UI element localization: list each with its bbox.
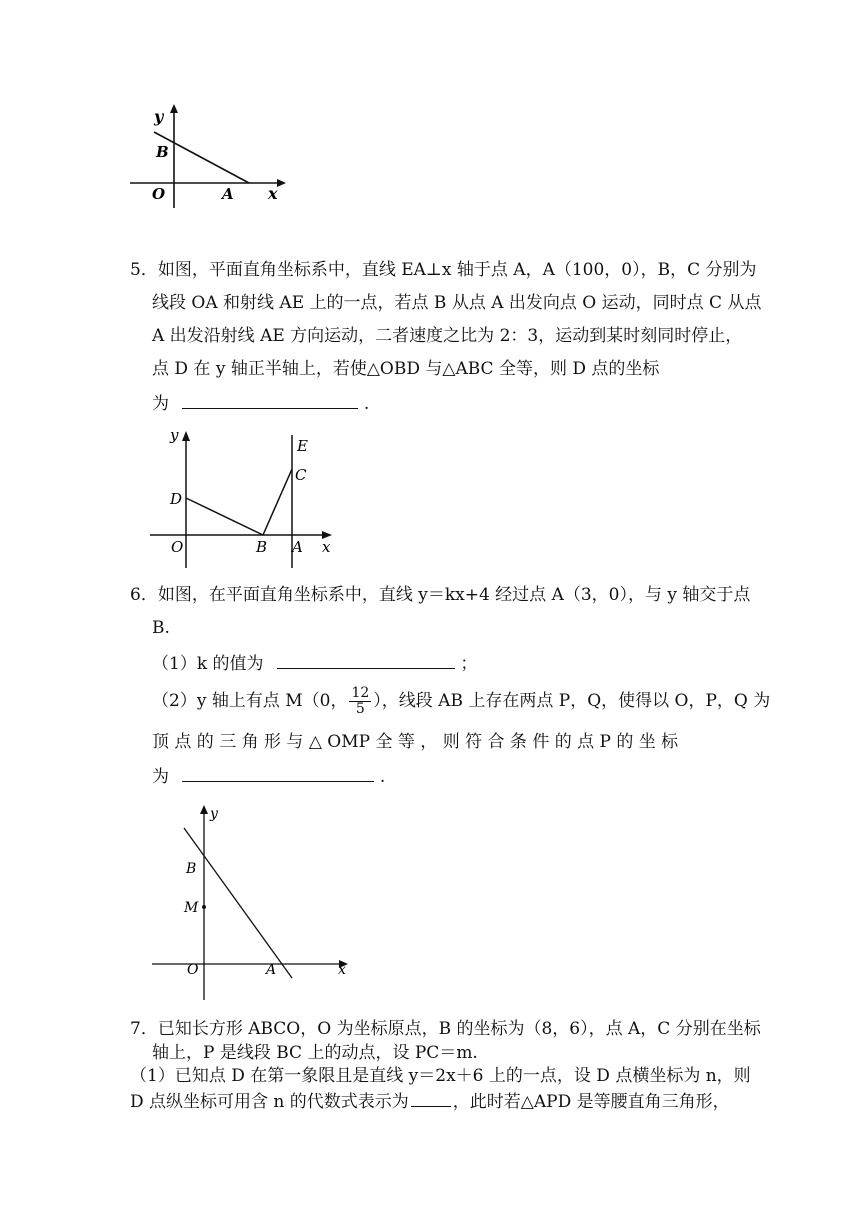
q6-sub-1	[152, 650, 477, 676]
q5-line-4: 点 D 在 y 轴正半轴上，若使△OBD 与△ABC 全等，则 D 点的坐标	[152, 359, 660, 379]
x-axis-arrow	[277, 179, 286, 187]
q6-last-prefix: 为	[152, 767, 169, 787]
q6-sub2-suffix: ），线段 AB 上存在两点 P，Q，使得以 O，P，Q 为	[373, 691, 771, 711]
q5-last-suffix: .	[363, 394, 370, 414]
q6-line-5	[152, 763, 385, 789]
fraction-12-5	[349, 686, 371, 717]
q7-line-2: 轴上，P 是线段 BC 上的动点，设 PC＝m.	[152, 1043, 478, 1063]
q5-line-5	[152, 390, 369, 416]
label-x: x	[338, 962, 346, 978]
label-c: C	[295, 466, 307, 484]
q6-sub-2	[152, 686, 770, 717]
q6-sub1-prefix: （1）k 的值为	[152, 654, 264, 674]
q7-line-4	[130, 1088, 730, 1114]
y-axis-arrow	[182, 431, 190, 441]
label-o: O	[152, 185, 166, 203]
label-b: B	[186, 861, 197, 877]
q6-sub2-prefix: （2）y 轴上有点 M（0，	[152, 691, 348, 711]
label-e: E	[297, 437, 308, 455]
label-a: A	[292, 538, 303, 556]
q6-line-1: 6．如图，在平面直角坐标系中，直线 y＝kx+4 经过点 A（3，0），与 y 轴交于点	[130, 585, 751, 605]
segment-db	[186, 498, 263, 535]
q6-line-2: B.	[152, 618, 170, 638]
y-axis-arrow	[200, 805, 208, 814]
q5-line-2: 线段 OA 和射线 AE 上的一点，若点 B 从点 A 出发向点 O 运动，同时点 C 从点	[152, 293, 762, 313]
y-axis-arrow	[170, 104, 178, 113]
q7-line-3: （1）已知点 D 在第一象限且是直线 y＝2x＋6 上的一点，设 D 点横坐标为 n，则	[130, 1066, 751, 1086]
label-y: y	[170, 426, 179, 444]
figure-q4	[120, 100, 300, 215]
figure-q5	[146, 425, 346, 570]
q5-last-prefix: 为	[152, 394, 169, 414]
label-y: y	[154, 107, 164, 126]
q6-line-4: 顶 点 的 三 角 形 与 △ OMP 全 等 ， 则 符 合 条 件 的 点 P 的 坐 标	[152, 732, 679, 752]
fraction-denominator: 5	[355, 701, 365, 717]
label-o: O	[187, 962, 199, 978]
q7-line4-suffix: ，此时若△APD 是等腰直角三角形，	[452, 1092, 730, 1112]
label-b: B	[256, 538, 268, 556]
label-m: M	[184, 900, 199, 916]
q7-line4-prefix: D 点纵坐标可用含 n 的代数式表示为	[130, 1092, 409, 1112]
label-d: D	[170, 490, 183, 508]
q5-line-3: A 出发沿射线 AE 方向运动，二者速度之比为 2：3，运动到某时刻同时停止，	[152, 326, 743, 346]
segment-bc	[263, 469, 292, 535]
q6-last-suffix: .	[379, 767, 386, 787]
fraction-numerator: 12	[351, 685, 370, 701]
q6-sub1-suffix: ；	[460, 654, 478, 674]
label-a: A	[222, 185, 234, 203]
q7-line-1: 7．已知长方形 ABCO，O 为坐标原点，B 的坐标为（8，6），点 A，C 分别在坐标	[130, 1019, 761, 1039]
label-a: A	[266, 962, 277, 978]
label-y: y	[210, 806, 218, 822]
q5-line-1: 5．如图，平面直角坐标系中，直线 EA⊥x 轴于点 A，A（100，0），B，C 分别为	[130, 260, 757, 280]
line-ab	[184, 828, 292, 978]
q7-answer-blank[interactable]	[411, 1088, 451, 1107]
label-b: B	[156, 143, 169, 161]
label-x: x	[268, 184, 278, 203]
q6-sub1-answer-blank[interactable]	[277, 650, 455, 669]
q5-answer-blank[interactable]	[182, 390, 358, 409]
label-x: x	[322, 538, 331, 556]
point-m	[202, 905, 206, 909]
label-o: O	[171, 538, 184, 556]
figure-q6	[146, 800, 361, 1005]
q6-sub2-answer-blank[interactable]	[182, 763, 374, 782]
